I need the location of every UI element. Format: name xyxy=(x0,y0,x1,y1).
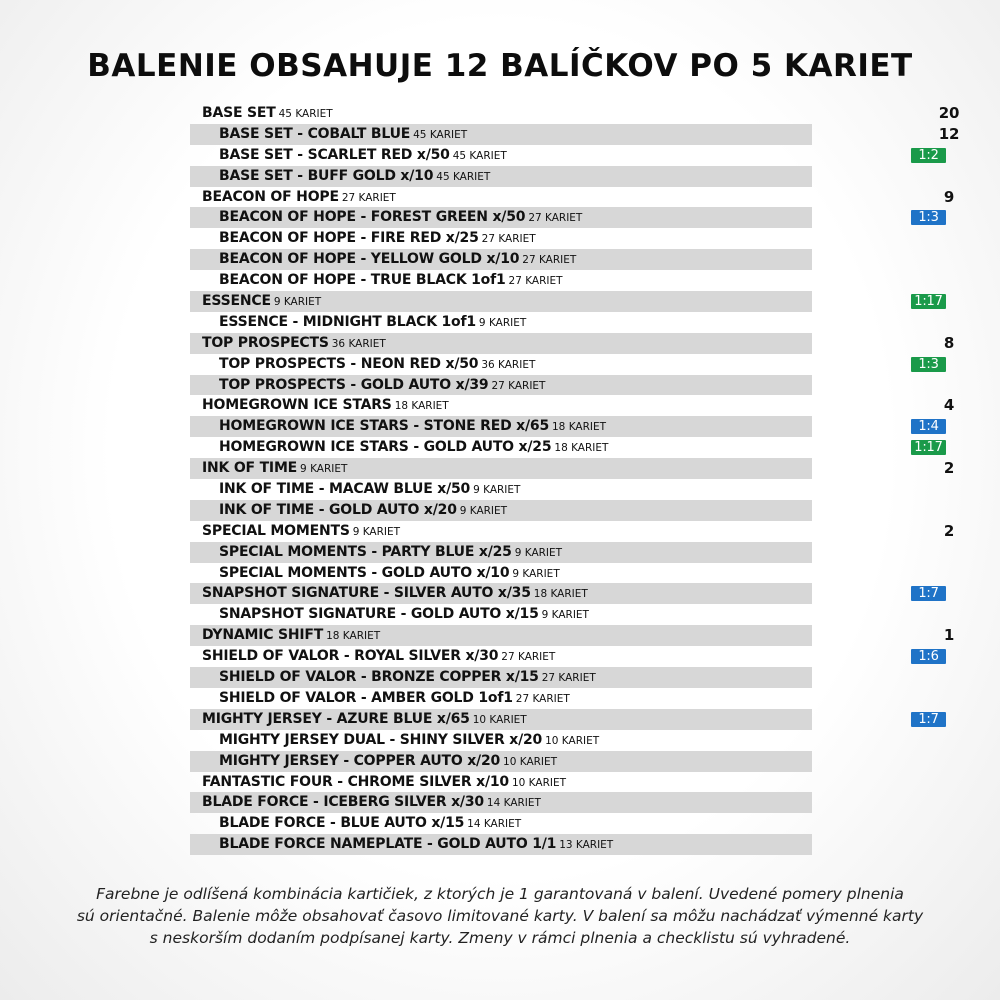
row-label: DYNAMIC SHIFT xyxy=(202,627,324,644)
table-row xyxy=(190,458,955,479)
row-label: BASE SET - COBALT BLUE xyxy=(219,125,411,142)
table-row xyxy=(190,625,955,646)
quantity-value: 2 xyxy=(943,521,955,540)
row-name xyxy=(219,354,535,376)
row-label: HOMEGROWN ICE STARS xyxy=(202,397,392,414)
card-count: 18 KARIET xyxy=(552,421,607,434)
row-label: MIGHTY JERSEY - AZURE BLUE x/65 xyxy=(202,710,470,727)
ratio-badge: 1:17 xyxy=(911,440,946,455)
ratio-badge: 1:4 xyxy=(911,419,946,434)
card-count: 9 KARIET xyxy=(473,484,521,497)
quantity-value: 4 xyxy=(943,396,955,415)
row-name xyxy=(219,312,526,334)
footnote-line: s neskorším dodaním podpísanej karty. Zmeny v rámci plnenia a checklistu sú vyhradené. xyxy=(149,929,851,947)
card-count: 9 KARIET xyxy=(514,546,563,559)
row-label: HOMEGROWN ICE STARS - GOLD AUTO x/25 xyxy=(219,439,552,456)
card-count: 27 KARIET xyxy=(341,191,396,204)
row-name xyxy=(219,667,596,689)
quantity-value: 1 xyxy=(943,626,955,645)
card-count: 9 KARIET xyxy=(352,525,401,538)
card-count: 27 KARIET xyxy=(501,651,556,664)
row-name xyxy=(202,458,347,480)
row-name xyxy=(219,437,608,459)
table-row xyxy=(190,709,939,730)
row-label: TOP PROSPECTS - NEON RED x/50 xyxy=(219,355,479,372)
row-name xyxy=(219,688,570,710)
table-row xyxy=(190,437,943,458)
ratio-badge: 1:3 xyxy=(911,357,946,372)
row-name xyxy=(202,103,333,125)
card-count: 27 KARIET xyxy=(481,233,536,246)
card-count: 27 KARIET xyxy=(515,692,570,705)
table-row xyxy=(190,166,812,187)
row-name xyxy=(202,625,380,647)
row-label: BEACON OF HOPE - FOREST GREEN x/50 xyxy=(219,209,526,226)
table-row xyxy=(190,751,812,772)
table-row xyxy=(190,772,812,793)
card-count: 27 KARIET xyxy=(541,672,596,685)
row-name xyxy=(219,604,589,626)
table-row xyxy=(190,604,812,625)
row-name xyxy=(219,751,557,773)
row-name xyxy=(219,145,507,167)
row-label: INK OF TIME - MACAW BLUE x/50 xyxy=(219,481,471,498)
row-name xyxy=(202,521,400,543)
ratio-badge: 1:7 xyxy=(911,712,946,727)
row-name xyxy=(202,333,386,355)
row-name xyxy=(202,772,566,794)
card-count: 14 KARIET xyxy=(467,818,522,831)
table-row xyxy=(190,834,812,855)
quantity-value: 2 xyxy=(943,459,955,478)
row-name xyxy=(219,834,613,856)
card-count: 45 KARIET xyxy=(452,149,507,162)
table-row xyxy=(190,103,960,124)
table-row xyxy=(190,333,955,354)
table-row xyxy=(190,291,943,312)
row-label: BLADE FORCE - BLUE AUTO x/15 xyxy=(219,815,465,832)
table-row xyxy=(190,583,939,604)
row-name xyxy=(219,124,467,146)
page-title: BALENIE OBSAHUJE 12 BALÍČKOV PO 5 KARIET xyxy=(87,48,913,84)
row-label: SPECIAL MOMENTS - PARTY BLUE x/25 xyxy=(219,543,512,560)
row-name xyxy=(202,709,527,731)
ratio-badge: 1:6 xyxy=(911,649,946,664)
table-row xyxy=(190,228,812,249)
table-row xyxy=(190,479,812,500)
card-count: 9 KARIET xyxy=(478,316,527,329)
card-count: 36 KARIET xyxy=(481,358,536,371)
footnote xyxy=(60,883,940,949)
card-count: 45 KARIET xyxy=(436,170,491,183)
footnote-line: sú orientačné. Balenie môže obsahovať časovo limitované karty. V balení sa môžu nachádzať výmenné karty xyxy=(76,907,924,925)
card-count: 45 KARIET xyxy=(413,128,468,141)
card-count: 27 KARIET xyxy=(528,212,583,225)
card-count: 10 KARIET xyxy=(472,713,527,726)
table-row xyxy=(190,207,939,228)
card-count: 13 KARIET xyxy=(559,839,614,852)
row-label: BASE SET - BUFF GOLD x/10 xyxy=(219,167,434,184)
table-row xyxy=(190,395,955,416)
row-name xyxy=(219,166,490,188)
card-count: 9 KARIET xyxy=(459,504,508,517)
row-label: SHIELD OF VALOR - ROYAL SILVER x/30 xyxy=(202,648,499,665)
card-count: 27 KARIET xyxy=(491,379,546,392)
row-label: MIGHTY JERSEY DUAL - SHINY SILVER x/20 xyxy=(219,731,543,748)
row-label: SNAPSHOT SIGNATURE - GOLD AUTO x/15 xyxy=(219,606,539,623)
table-row xyxy=(190,563,812,584)
row-label: HOMEGROWN ICE STARS - STONE RED x/65 xyxy=(219,418,549,435)
row-name xyxy=(219,479,520,501)
footnote-line: Farebne je odlíšená kombinácia kartičiek, z ktorých je 1 garantovaná v balení. Uvedené pomery plnenia xyxy=(96,885,904,903)
row-label: ESSENCE xyxy=(202,293,271,310)
card-count: 9 KARIET xyxy=(273,296,322,309)
row-label: SHIELD OF VALOR - BRONZE COPPER x/15 xyxy=(219,669,539,686)
row-label: BEACON OF HOPE - FIRE RED x/25 xyxy=(219,230,479,247)
row-label: MIGHTY JERSEY - COPPER AUTO x/20 xyxy=(219,752,501,769)
ratio-badge: 1:7 xyxy=(911,586,946,601)
row-label: SPECIAL MOMENTS - GOLD AUTO x/10 xyxy=(219,564,510,581)
row-name xyxy=(219,542,562,564)
card-count: 27 KARIET xyxy=(508,275,563,288)
row-label: TOP PROSPECTS - GOLD AUTO x/39 xyxy=(219,376,489,393)
row-name xyxy=(202,646,555,668)
table-row xyxy=(190,500,812,521)
row-name xyxy=(202,187,396,209)
row-name xyxy=(219,207,582,229)
row-label: FANTASTIC FOUR - CHROME SILVER x/10 xyxy=(202,773,509,790)
table-row xyxy=(190,249,812,270)
table-row xyxy=(190,124,960,145)
quantity-value: 9 xyxy=(943,187,955,206)
row-label: INK OF TIME xyxy=(202,460,298,477)
row-label: BEACON OF HOPE - YELLOW GOLD x/10 xyxy=(219,251,520,268)
card-count: 18 KARIET xyxy=(554,442,609,455)
card-count: 45 KARIET xyxy=(278,108,333,120)
row-name xyxy=(219,249,576,271)
row-label: BEACON OF HOPE xyxy=(202,188,339,205)
table-row xyxy=(190,354,939,375)
ratio-badge: 1:17 xyxy=(911,294,946,309)
table-row xyxy=(190,688,812,709)
card-count: 18 KARIET xyxy=(394,400,449,413)
quantity-value: 8 xyxy=(943,333,955,352)
table-row xyxy=(190,145,939,166)
row-name xyxy=(219,228,536,250)
table-row xyxy=(190,667,812,688)
card-count: 36 KARIET xyxy=(331,337,386,350)
row-label: BLADE FORCE NAMEPLATE - GOLD AUTO 1/1 xyxy=(219,836,557,853)
row-name xyxy=(202,583,588,605)
row-label: SPECIAL MOMENTS xyxy=(202,522,350,539)
ratio-badge: 1:3 xyxy=(911,210,946,225)
quantity-value: 20 xyxy=(938,104,960,122)
table-row xyxy=(190,730,812,751)
card-count: 9 KARIET xyxy=(541,609,589,622)
table-row xyxy=(190,646,939,667)
checklist-table xyxy=(190,103,960,855)
row-label: BEACON OF HOPE - TRUE BLACK 1of1 xyxy=(219,272,506,289)
card-count: 9 KARIET xyxy=(300,463,348,476)
table-row xyxy=(190,312,812,333)
card-count: 18 KARIET xyxy=(533,588,588,601)
table-row xyxy=(190,375,812,396)
card-count: 18 KARIET xyxy=(326,630,381,643)
row-name xyxy=(219,375,545,397)
card-count: 9 KARIET xyxy=(512,567,560,580)
card-count: 14 KARIET xyxy=(486,797,541,810)
row-label: INK OF TIME - GOLD AUTO x/20 xyxy=(219,501,457,518)
table-row xyxy=(190,416,939,437)
row-label: ESSENCE - MIDNIGHT BLACK 1of1 xyxy=(219,313,476,330)
table-row xyxy=(190,542,812,563)
row-name xyxy=(219,813,521,835)
card-count: 10 KARIET xyxy=(503,755,558,768)
row-name xyxy=(219,730,599,752)
row-label: BASE SET - SCARLET RED x/50 xyxy=(219,146,450,163)
row-label: BASE SET xyxy=(202,105,276,121)
row-label: BLADE FORCE - ICEBERG SILVER x/30 xyxy=(202,794,484,811)
row-label: SHIELD OF VALOR - AMBER GOLD 1of1 xyxy=(219,689,513,706)
row-name xyxy=(202,395,449,417)
row-label: SNAPSHOT SIGNATURE - SILVER AUTO x/35 xyxy=(202,585,531,602)
row-label: TOP PROSPECTS xyxy=(202,334,329,351)
row-name xyxy=(219,500,507,522)
quantity-value: 12 xyxy=(938,124,960,143)
row-name xyxy=(219,270,563,292)
ratio-badge: 1:2 xyxy=(911,148,946,163)
row-name xyxy=(219,563,560,585)
table-row xyxy=(190,521,955,542)
table-row xyxy=(190,813,812,834)
row-name xyxy=(202,291,321,313)
table-row xyxy=(190,270,812,291)
row-name xyxy=(202,792,541,814)
card-count: 27 KARIET xyxy=(522,254,577,267)
card-count: 10 KARIET xyxy=(511,776,567,789)
card-count: 10 KARIET xyxy=(545,734,600,747)
row-name xyxy=(219,416,606,438)
table-row xyxy=(190,187,955,208)
table-row xyxy=(190,792,812,813)
